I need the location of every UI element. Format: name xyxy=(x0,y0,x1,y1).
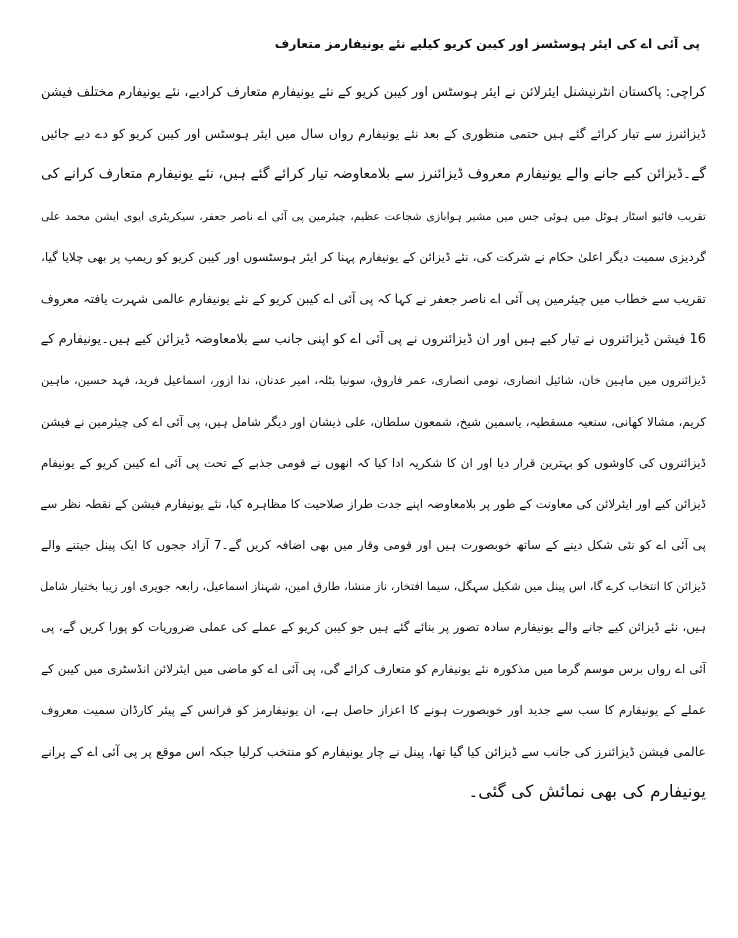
body-line: آئی اے رواں برس موسم گرما میں مذکورہ نئے یونیفارم کو متعارف کرائے گی، پی آئی اے کو ماضی میں ایئرلائن انڈسٹری میں کیبن کے xyxy=(41,661,706,676)
body-line: ڈیزائنروں کی کاوشوں کو بہترین قرار دیا اور ان کا شکریہ ادا کیا کہ انھوں نے قومی جذبے کے تحت پی آئی اے کیبن کریو کے یونیفام xyxy=(41,455,706,470)
body-line: ہیں، نئے ڈیزائن کیے جانے والے یونیفارم سادہ تصور پر بنائے گئے ہیں جو کیبن کریو کے عملے کی عملی ضروریات کو پورا کریں گے، پی xyxy=(41,620,706,635)
body-line: 16 فیشن ڈیزائنروں نے تیار کیے ہیں اور ان ڈیزائنروں نے پی آئی اے کو اپنی جانب سے بلامعاوضہ ڈیزائن کیے ہیں۔یونیفارم کے xyxy=(40,332,706,348)
article-body xyxy=(41,72,706,813)
body-line: ڈیزائنروں میں ماہین خان، شائیل انصاری، نومی انصاری، عمر فاروق، سونیا بٹلہ، امیر عدنان، ندا ازور، اسماعیل فرید، فہد حسین، ماہین xyxy=(41,373,706,388)
body-line: عالمی فیشن ڈیزائنرز کی جانب سے ڈیزائن کیا گیا تھا، پینل نے چار یونیفارم کو منتخب کرلیا جبکہ اس موقع پر پی آئی اے کے پرانے xyxy=(41,744,706,759)
body-line: ڈیزائن کا انتخاب کرے گا، اس پینل میں شکیل سہگل، سیما افتخار، ناز منشا، طارق امین، شہناز اسماعیل، رابعہ جویری اور زیبا بختیار شامل xyxy=(39,579,706,594)
body-line: کریم، مشالا کھانی، سنعیہ مسقطیہ، یاسمین شیخ، شمعون سلطان، علی ذیشان اور دیگر شامل ہیں، پی آئی اے کی چیئرمین نے فیشن xyxy=(41,414,706,429)
body-line: تقریب فائیو اسٹار ہوٹل میں ہوئی جس میں مشیر ہوابازی شجاعت عظیم، چیئرمین پی آئی اے ناصر جعفر، سیکریٹری ایوی ایشن محمد علی xyxy=(41,209,706,223)
body-line: ڈیزائنرز سے تیار کرائے گئے ہیں حتمی منظوری کے بعد نئے یونیفارم رواں سال میں ایئر ہوسٹس اور کیبن کریو کو دے دیے جائیں xyxy=(41,126,706,142)
body-line: عملے کے یونیفارم کا سب سے جدید اور خوبصورت ہونے کا اعزاز حاصل ہے، ان یونیفارمز کو فرانس کے پیئر کارڈان سمیت معروف xyxy=(41,702,706,717)
body-line: تقریب سے خطاب میں چیئرمین پی آئی اے ناصر جعفر نے کہا کہ پی آئی اے کیبن کریو کے نئے یونیفارم عالمی شہرت یافتہ معروف xyxy=(40,290,706,306)
body-line-last: یونیفارم کی بھی نمائش کی گئی۔ xyxy=(468,782,706,803)
body-line: گردیزی سمیت دیگر اعلیٰ حکام نے شرکت کی، نئے ڈیزائن کے یونیفارم پہنا کر ایئر ہوسٹسوں اور کیبن کریو کو ریمپ پر بھی چلایا گیا، xyxy=(41,249,706,264)
article-headline: پی آئی اے کی ایئر ہوسٹسز اور کیبن کریو کیلیے نئے یونیفارمز متعارف xyxy=(274,36,700,51)
body-line: کراچی: پاکستان انٹرنیشنل ایئرلائن نے ایئر ہوسٹس اور کیبن کریو کے نئے یونیفارم متعارف کرادیے، نئے یونیفارم مختلف فیشن xyxy=(41,85,706,100)
body-line: پی آئی اے کو نئی شکل دینے کے ساتھ خوبصورت ہیں اور قومی وقار میں بھی اضافہ کریں گے۔7 آزاد ججوں کا ایک پینل جیتنے والے xyxy=(41,538,707,553)
body-line: ڈیزائن کیے اور ایئرلائن کی معاونت کے طور پر بلامعاوضہ اپنے جدت طراز صلاحیت کا مظاہرہ کیا، نئے یونیفارم فیشن کے نقطہ نظر سے xyxy=(40,496,706,511)
body-line: گے۔ڈیزائن کیے جانے والے یونیفارم معروف ڈیزائنرز سے بلامعاوضہ تیار کرائے گئے ہیں، نئے یونیفارم متعارف کرانے کی xyxy=(41,166,706,183)
